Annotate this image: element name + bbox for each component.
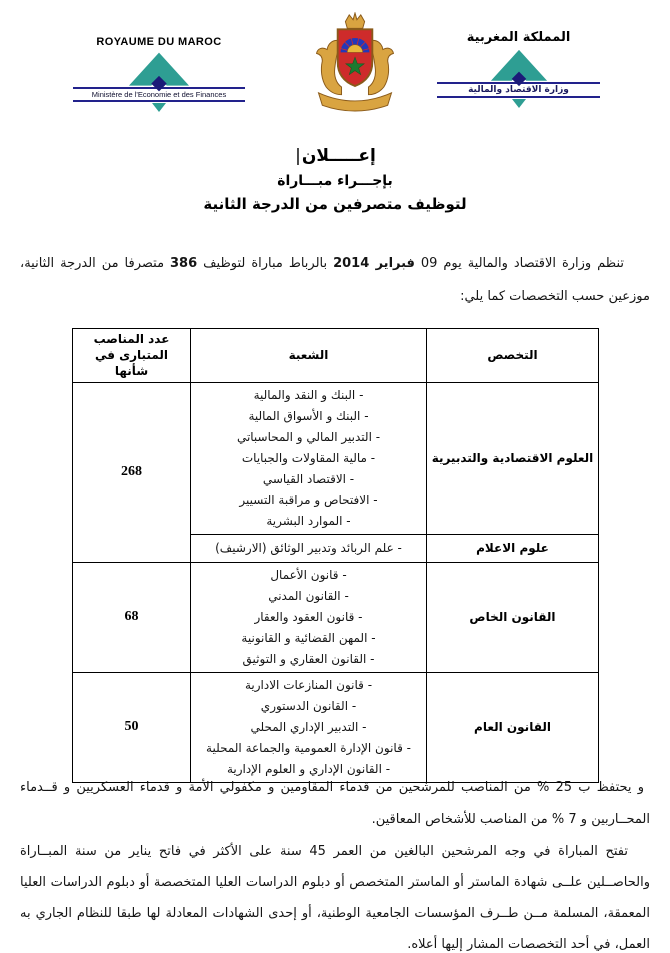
branch-item: - القانون الإداري و العلوم الإدارية [226,761,391,776]
branch-item: - قانون الإدارة العمومية والجماعة المحلية [206,740,411,755]
branch-item: - البنك و النقد والمالية [253,387,364,402]
col-header-positions: عدد المناصب المتبارى في شأنها [73,329,191,383]
title-line-3: لتوظيف متصرفين من الدرجة الثانية [203,195,467,213]
mef-diamond-bottom-icon [512,99,526,108]
coa-crown [345,13,364,28]
positions-cell: 268 [73,382,191,562]
specialty-cell: القانون الخاص [427,562,599,672]
branch-item: - المهن القضائية و القانونية [241,630,376,645]
text-cursor-icon: | [295,146,301,166]
title-line-1 [0,146,670,166]
branches-cell [191,534,427,562]
mef-diamond-bottom-icon [152,103,166,112]
right-country-title: المملكة المغربية [466,30,571,45]
intro-text-2: بالرباط مباراة لتوظيف [197,256,334,271]
branch-item: - الافتحاص و مراقبة التسيير [239,492,378,507]
branch-item: - الاقتصاد القياسي [262,471,355,486]
total-positions: 386 [169,256,198,271]
title-word: إعـــــلان [301,146,376,166]
header-right-logo [437,30,600,108]
branch-item: - التدبير المالي و المحاسباتي [236,429,381,444]
table-row [73,562,599,672]
reserved-quota-note: و يحتفظ ب 25 % من المناصب للمرشحين من قدماء المقاومين و مكفولي الأمة و قدماء العسكريين و قــدماء المحــاربين و 7 % من المناصب للأشخاص المعاقين. [20,780,650,827]
right-ministry-band [437,82,600,98]
branches-cell [191,382,427,534]
eligibility-note: تفتح المباراة في وجه المرشحين البالغين من العمر 45 سنة على الأكثر في فاتح يناير من سنة المبــاراة والحاصــلين علــى شهادة الماستر أو الماستر المتخصص أو دبلوم الدراسات العليا المتخصصة أو دبلوم الدراسات العليا المعمقة، المسلمة مــن طــرف المؤسسات الجامعية الوطنية، أو إحدى الشهادات المعادلة لها طبقا للنظام الجاري به العمل، في أحد التخصصات المشار إليها أعلاه. [20,844,650,952]
positions-cell: 68 [73,562,191,672]
branch-list [195,385,422,532]
specialty-cell: علوم الاعلام [427,534,599,562]
branch-item: - مالية المقاولات والجبايات [241,450,376,465]
morocco-coat-of-arms-icon [306,12,404,112]
right-ministry-subtitle: وزارة الاقتصاد والمالية [468,85,569,95]
branch-item: - الموارد البشرية [266,513,351,528]
positions-cell: 50 [73,672,191,782]
left-ministry-band [73,87,245,102]
header-left-logo [73,36,245,112]
branch-item: - قانون المنازعات الادارية [244,677,373,692]
specialty-cell: العلوم الاقتصادية والتدبيرية [427,382,599,534]
exam-date: فبراير 2014 [333,256,415,271]
branch-item: - البنك و الأسواق المالية [248,408,369,423]
branch-item: - قانون الأعمال [270,567,347,582]
col-header-branch: الشعبة [191,329,427,383]
branch-item: - القانون المدني [268,588,349,603]
table-header-row [73,329,599,383]
branch-item: - التدبير الإداري المحلي [250,719,367,734]
announcement-title [0,146,670,213]
left-ministry-subtitle: Ministère de l'Economie et des Finances [91,90,227,99]
coa-banner [318,93,391,111]
branch-item: - القانون الدستوري [260,698,357,713]
col-header-specialty: التخصص [427,329,599,383]
specialties-table [72,328,599,783]
branch-list [195,538,422,559]
branch-item: - القانون العقاري و التوثيق [242,651,375,666]
intro-text-3: متصرفا من الدرجة الثانية، موزعين حسب التخصصات كما يلي: [20,256,650,304]
intro-text-1: تنظم وزارة الاقتصاد والمالية يوم 09 [414,256,625,271]
branch-list [195,675,422,780]
table-row [73,672,599,782]
branches-cell [191,672,427,782]
intro-paragraph [20,247,650,313]
branch-item: - علم الربائد وتدبير الوثائق (الارشيف) [215,540,402,555]
branch-list [195,565,422,670]
specialty-cell: القانون العام [427,672,599,782]
title-line-2: بإجـــراء مبـــاراة [277,173,393,189]
branch-item: - قانون العقود والعقار [254,609,363,624]
branches-cell [191,562,427,672]
left-country-title: ROYAUME DU MAROC [96,36,222,48]
table-row [73,382,599,534]
